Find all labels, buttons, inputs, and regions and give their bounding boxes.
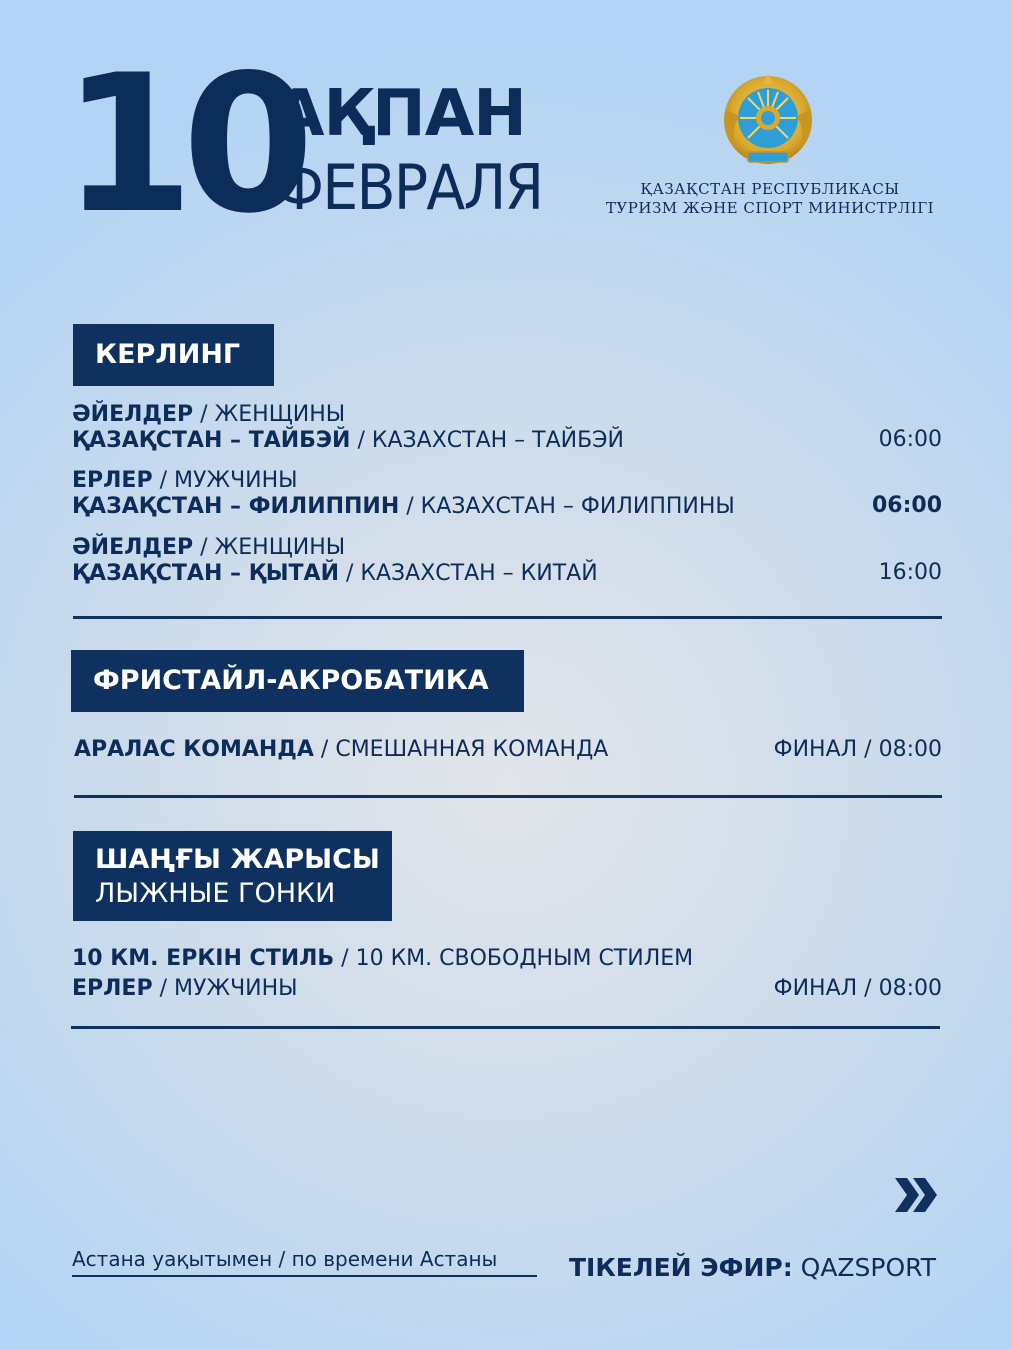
event-ru: СМЕШАННАЯ КОМАНДА — [335, 737, 609, 762]
curling-event-3: ӘЙЕЛДЕР / ЖЕНЩИНЫ ҚАЗАҚСТАН – ҚЫТАЙ / КАЗАХСТАН – КИТАЙ — [72, 535, 598, 586]
category-ru: МУЖЧИНЫ — [173, 468, 298, 493]
category-ru: ЖЕНЩИНЫ — [214, 402, 346, 427]
skiing-event-time: ФИНАЛ / 08:00 — [773, 976, 942, 1001]
double-chevron-right-icon[interactable] — [893, 1176, 939, 1214]
event-kz: 10 КМ. ЕРКІН СТИЛЬ — [72, 946, 335, 971]
divider-skiing — [71, 1026, 940, 1029]
broadcast-label: ТІКЕЛЕЙ ЭФИР: — [568, 1253, 793, 1282]
category-kz: ЕРЛЕР — [72, 976, 153, 1001]
ministry-line-1: ҚАЗАҚСТАН РЕСПУБЛИКАСЫ — [640, 180, 900, 198]
category-kz: ӘЙЕЛДЕР — [72, 535, 194, 560]
section-title-freestyle: ФРИСТАЙЛ-АКРОБАТИКА — [93, 665, 489, 696]
broadcast-channel: QAZSPORT — [800, 1253, 936, 1282]
divider-freestyle — [74, 795, 942, 798]
section-title-curling: КЕРЛИНГ — [95, 339, 241, 370]
match-kz: ҚАЗАҚСТАН – ҚЫТАЙ — [72, 561, 339, 586]
section-title-skiing-kz: ШАҢҒЫ ЖАРЫСЫ — [95, 844, 380, 875]
kazakhstan-emblem-icon — [716, 70, 820, 174]
curling-event-2: ЕРЛЕР / МУЖЧИНЫ ҚАЗАҚСТАН – ФИЛИППИН / КАЗАХСТАН – ФИЛИППИНЫ — [72, 468, 735, 519]
freestyle-event-time: ФИНАЛ / 08:00 — [773, 737, 942, 762]
curling-event-3-time: 16:00 — [878, 560, 942, 585]
event-kz: АРАЛАС КОМАНДА — [74, 737, 314, 762]
match-kz: ҚАЗАҚСТАН – ТАЙБЭЙ — [72, 428, 351, 453]
divider-curling — [73, 616, 942, 619]
match-ru: КАЗАХСТАН – ФИЛИППИНЫ — [420, 494, 735, 519]
match-ru: КАЗАХСТАН – ТАЙБЭЙ — [371, 428, 625, 453]
freestyle-event: АРАЛАС КОМАНДА / СМЕШАННАЯ КОМАНДА — [74, 737, 609, 762]
section-header-freestyle — [71, 650, 524, 712]
month-russian: ФЕВРАЛЯ — [275, 151, 543, 224]
month-kazakh: АҚПАН — [275, 77, 526, 151]
day-number: 10 — [62, 34, 303, 255]
curling-event-2-time: 06:00 — [871, 493, 942, 518]
category-kz: ӘЙЕЛДЕР — [72, 402, 194, 427]
curling-event-1: ӘЙЕЛДЕР / ЖЕНЩИНЫ ҚАЗАҚСТАН – ТАЙБЭЙ / КАЗАХСТАН – ТАЙБЭЙ — [72, 402, 625, 453]
broadcast-info — [569, 1254, 936, 1282]
match-kz: ҚАЗАҚСТАН – ФИЛИППИН — [72, 494, 400, 519]
timezone-note: Астана уақытымен / по времени Астаны — [72, 1247, 537, 1277]
event-ru: 10 КМ. СВОБОДНЫМ СТИЛЕМ — [355, 946, 694, 971]
match-ru: КАЗАХСТАН – КИТАЙ — [360, 561, 598, 586]
category-ru: МУЖЧИНЫ — [173, 976, 298, 1001]
ministry-name — [590, 180, 950, 218]
ministry-line-2: ТУРИЗМ ЖӘНЕ СПОРТ МИНИСТРЛІГІ — [605, 199, 935, 217]
category-ru: ЖЕНЩИНЫ — [214, 535, 346, 560]
section-header-curling — [73, 324, 274, 386]
category-kz: ЕРЛЕР — [72, 468, 153, 493]
section-title-skiing-ru: ЛЫЖНЫЕ ГОНКИ — [95, 878, 336, 909]
section-header-skiing — [73, 831, 392, 921]
curling-event-1-time: 06:00 — [878, 427, 942, 452]
skiing-event: 10 КМ. ЕРКІН СТИЛЬ / 10 КМ. СВОБОДНЫМ СТИЛЕМ ЕРЛЕР / МУЖЧИНЫ — [72, 946, 694, 1001]
